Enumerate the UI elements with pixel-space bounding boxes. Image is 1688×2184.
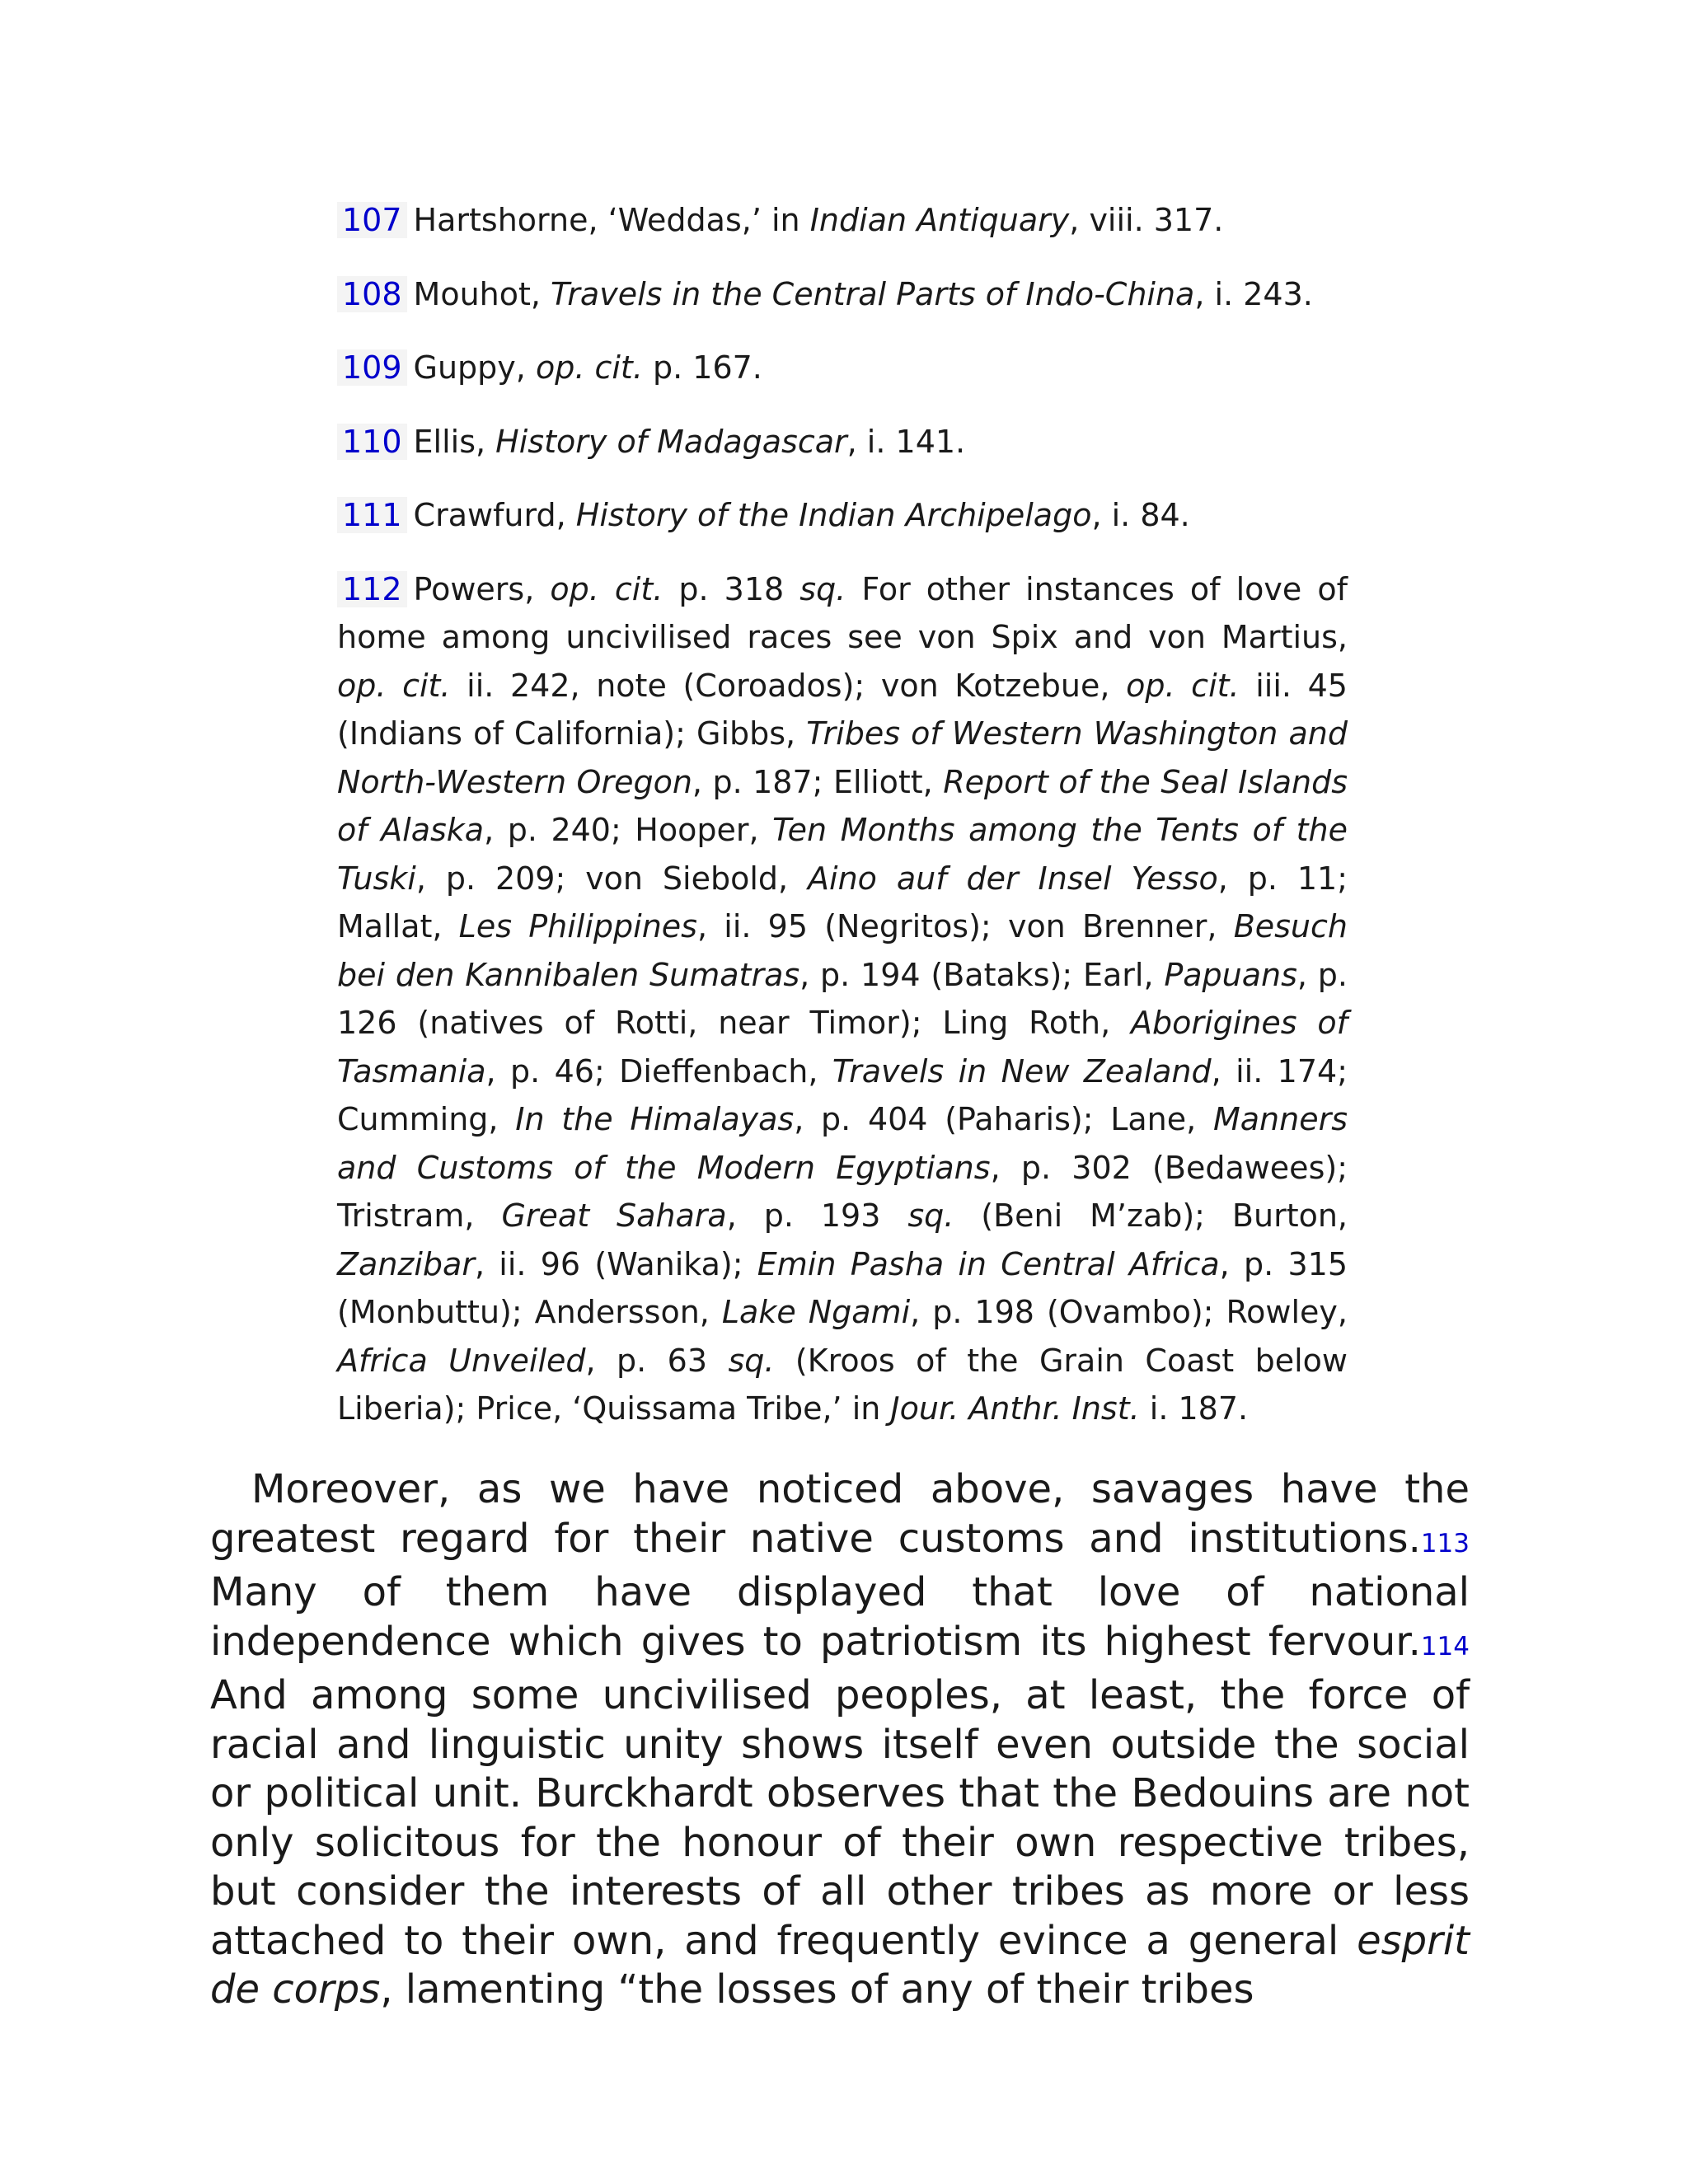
- footnote-text: , ii. 174; Cumming,: [337, 1052, 1348, 1137]
- footnote-text: , ii. 95 (Negritos); von Brenner,: [696, 908, 1234, 944]
- footnote-number-link[interactable]: 107: [337, 202, 407, 238]
- footnote-text: , i. 141.: [846, 423, 966, 460]
- footnote-text: , p. 209; von Siebold,: [415, 860, 809, 897]
- footnote-title: sq.: [799, 570, 846, 607]
- footnote-text: , p. 11; Mallat,: [337, 860, 1348, 944]
- footnote-title: Jour. Anthr. Inst.: [890, 1390, 1140, 1427]
- footnote-text: p. 167.: [642, 349, 762, 386]
- footnote-text: , ii. 96 (Wanika);: [474, 1245, 757, 1282]
- footnote-text: i. 187.: [1139, 1390, 1249, 1427]
- footnote-title: sq.: [907, 1197, 954, 1234]
- footnote-ref-114[interactable]: 114: [1420, 1631, 1470, 1661]
- footnote-ref-113[interactable]: 113: [1420, 1528, 1470, 1558]
- footnote-title: Aino auf der Insel Yesso: [808, 860, 1218, 897]
- footnote-title: In the Himalayas: [515, 1101, 795, 1137]
- footnote-text: , p. 46; Dieffenbach,: [485, 1052, 832, 1090]
- footnote-title: History of Madagascar: [495, 423, 847, 460]
- italic-phrase: esprit de corps: [210, 1917, 1470, 2013]
- paragraph-text: , lamenting “the losses of any of their tribes: [380, 1966, 1254, 2013]
- footnote-text: Ellis,: [413, 423, 496, 460]
- footnote-number-link[interactable]: 108: [337, 276, 407, 312]
- footnote-text: p. 318: [663, 570, 800, 607]
- footnote-title: Travels in New Zealand: [832, 1052, 1212, 1090]
- footnote-112: [337, 565, 1348, 1433]
- footnote-text: , i. 243.: [1194, 275, 1313, 312]
- footnotes-list: [337, 196, 1348, 1459]
- footnote-text: , p. 194 (Bataks); Earl,: [799, 956, 1165, 993]
- footnote-title: Report of the Seal Islands of Alaska: [337, 763, 1348, 848]
- footnote-title: Les Philippines: [458, 908, 697, 944]
- footnote-110: [337, 418, 1348, 466]
- footnote-text: , p. 404 (Paharis); Lane,: [794, 1101, 1213, 1137]
- paragraph: [210, 1465, 1470, 2015]
- footnote-number-link[interactable]: 112: [337, 571, 407, 607]
- footnote-number-link[interactable]: 110: [337, 424, 407, 460]
- footnote-107: [337, 196, 1348, 245]
- footnote-text: For other instances of love of home among uncivilised races see von Spix and von Martius,: [337, 570, 1348, 655]
- footnote-number-link[interactable]: 111: [337, 497, 407, 533]
- footnote-title: Tribes of Western Washington and North-Western Oregon: [337, 715, 1348, 800]
- paragraph-text: Moreover, as we have noticed above, savages have the greatest regard for their native customs and institutions.: [210, 1466, 1470, 1562]
- footnote-text: , p. 240; Hooper,: [484, 812, 773, 848]
- footnote-title: History of the Indian Archipelago: [575, 497, 1092, 533]
- footnote-text: iii. 45 (Indians of California); Gibbs,: [337, 667, 1348, 752]
- footnote-text: (Kroos of the Grain Coast below Liberia); Price, ‘Quissama Tribe,’ in: [337, 1342, 1348, 1427]
- footnote-title: Great Sahara: [501, 1197, 727, 1234]
- footnote-text: , viii. 317.: [1069, 202, 1224, 238]
- footnote-title: Africa Unveiled: [337, 1342, 586, 1379]
- body-paragraph: [210, 1465, 1470, 2015]
- footnote-text: Crawfurd,: [413, 497, 576, 533]
- footnote-text: , p. 187; Elliott,: [692, 763, 944, 800]
- footnote-109: [337, 344, 1348, 392]
- footnote-text: , p. 198 (Ovambo); Rowley,: [910, 1294, 1348, 1330]
- footnote-text: Guppy,: [413, 349, 536, 386]
- footnote-number-link[interactable]: 109: [337, 349, 407, 386]
- footnote-text: Mouhot,: [413, 275, 551, 312]
- footnote-title: op. cit.: [337, 667, 451, 704]
- footnote-text: , p. 126 (natives of Rotti, near Timor); Ling Roth,: [337, 956, 1348, 1041]
- footnote-text: Hartshorne, ‘Weddas,’ in: [413, 202, 810, 238]
- footnote-text: , p. 302 (Bedawees); Tristram,: [337, 1149, 1348, 1234]
- footnote-title: sq.: [728, 1342, 775, 1379]
- footnote-title: Zanzibar: [337, 1245, 475, 1282]
- paragraph-text: Many of them have displayed that love of national independence which gives to patriotism its highest fervour.: [210, 1569, 1470, 1665]
- footnote-108: [337, 270, 1348, 319]
- footnote-text: (Beni M’zab); Burton,: [954, 1197, 1348, 1234]
- footnote-title: Lake Ngami: [721, 1294, 911, 1330]
- footnote-title: Besuch bei den Kannibalen Sumatras: [337, 908, 1348, 993]
- footnote-title: Indian Antiquary: [809, 202, 1070, 238]
- footnote-title: Travels in the Central Parts of Indo-China: [551, 275, 1195, 312]
- footnote-title: Manners and Customs of the Modern Egyptians: [337, 1101, 1348, 1186]
- footnote-text: , p. 315 (Monbuttu); Andersson,: [337, 1245, 1348, 1330]
- footnote-text: ii. 242, note (Coroados); von Kotzebue,: [450, 667, 1127, 704]
- footnote-text: , p. 63: [585, 1342, 729, 1379]
- footnote-title: op. cit.: [535, 349, 643, 386]
- footnote-111: [337, 491, 1348, 540]
- footnote-title: Ten Months among the Tents of the Tuski: [337, 812, 1348, 897]
- footnote-title: Papuans: [1164, 956, 1297, 993]
- footnote-title: op. cit.: [1126, 667, 1240, 704]
- footnote-title: op. cit.: [550, 570, 663, 607]
- footnote-text: , i. 84.: [1091, 497, 1190, 533]
- footnote-text: Powers,: [413, 570, 551, 607]
- footnote-text: , p. 193: [726, 1197, 908, 1234]
- footnote-title: Aborigines of Tasmania: [337, 1005, 1348, 1090]
- footnote-title: Emin Pasha in Central Africa: [757, 1245, 1220, 1282]
- paragraph-text: And among some uncivilised peoples, at least, the force of racial and linguistic unity shows itself even outside the social or political unit. Burckhardt observes that the Bedouins are not only solicitous for the honour of their own respective tribes, but consider the interests of all other tribes as more or less attached to their own, and frequently evince a general: [210, 1672, 1470, 1964]
